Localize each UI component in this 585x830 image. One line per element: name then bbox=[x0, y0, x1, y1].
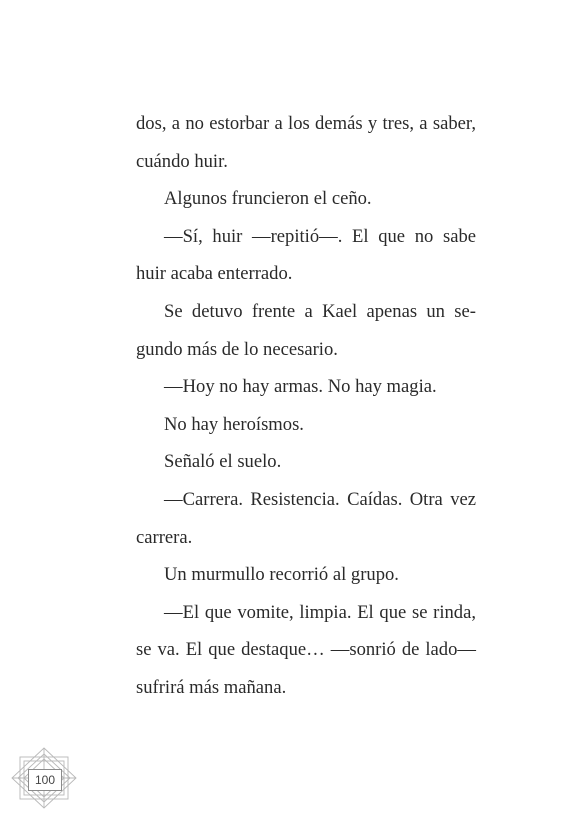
paragraph-4: Se detuvo frente a Kael apenas un segundo más de lo necesario. bbox=[136, 300, 476, 360]
paragraph-5: —Hoy no hay armas. No hay magia. bbox=[164, 376, 437, 398]
paragraph-9: Un murmullo recorrió al grupo. bbox=[164, 564, 399, 586]
paragraph-10: —El que vomite, limpia. El que se rinda, se va. El que destaque… —sonrió de lado— sufrirá más mañana. bbox=[136, 601, 476, 698]
page-number: 100 bbox=[28, 769, 62, 791]
paragraph-3: —Sí, huir —repitió—. El que no sabe huir acaba enterrado. bbox=[136, 225, 476, 285]
paragraph-8: —Carrera. Resistencia. Caídas. Otra vez carrera. bbox=[136, 488, 476, 548]
paragraph-7: Señaló el suelo. bbox=[164, 451, 282, 473]
paragraph-6: No hay heroísmos. bbox=[164, 413, 304, 435]
body-text bbox=[136, 105, 476, 707]
page-number-ornament bbox=[9, 745, 79, 811]
paragraph-2: Algunos fruncieron el ceño. bbox=[164, 188, 372, 210]
paragraph-1: dos, a no estorbar a los demás y tres, a saber, cuándo huir. bbox=[136, 113, 476, 172]
